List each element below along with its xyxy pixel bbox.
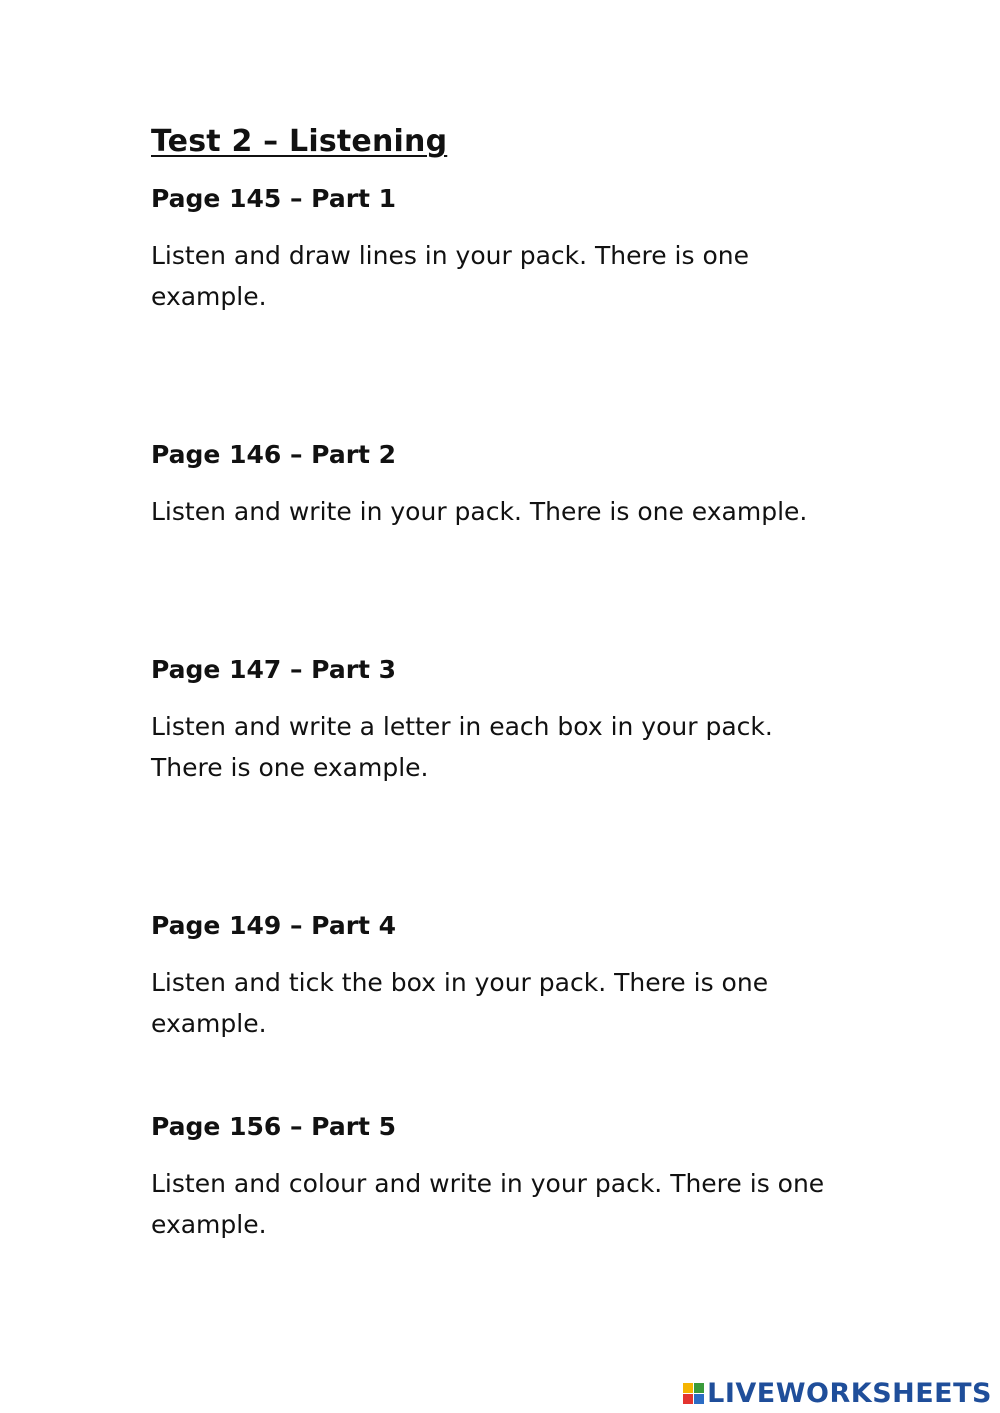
liveworksheets-watermark — [683, 1378, 992, 1409]
section-instruction: Listen and write in your pack. There is one example. — [151, 497, 808, 526]
page-title: Test 2 – Listening — [151, 124, 448, 159]
section-part-3 — [151, 654, 851, 788]
section-heading: Page 147 – Part 3 — [151, 655, 397, 684]
section-heading: Page 145 – Part 1 — [151, 184, 397, 213]
logo-block-blue — [694, 1394, 704, 1404]
section-instruction: Listen and write a letter in each box in your pack. There is one example. — [151, 712, 773, 782]
logo-block-yellow — [683, 1383, 693, 1393]
section-heading: Page 146 – Part 2 — [151, 440, 397, 469]
logo-block-green — [694, 1383, 704, 1393]
logo-block-red — [683, 1394, 693, 1404]
liveworksheets-logo-icon — [683, 1383, 704, 1404]
section-part-4 — [151, 910, 851, 1044]
watermark-text: LIVEWORKSHEETS — [707, 1378, 992, 1409]
section-part-2 — [151, 439, 851, 532]
section-heading: Page 156 – Part 5 — [151, 1112, 397, 1141]
section-heading: Page 149 – Part 4 — [151, 911, 397, 940]
section-instruction: Listen and draw lines in your pack. There is one example. — [151, 241, 749, 311]
section-instruction: Listen and colour and write in your pack. There is one example. — [151, 1169, 825, 1239]
section-part-5 — [151, 1111, 851, 1245]
section-part-1 — [151, 183, 851, 317]
section-instruction: Listen and tick the box in your pack. There is one example. — [151, 968, 769, 1038]
